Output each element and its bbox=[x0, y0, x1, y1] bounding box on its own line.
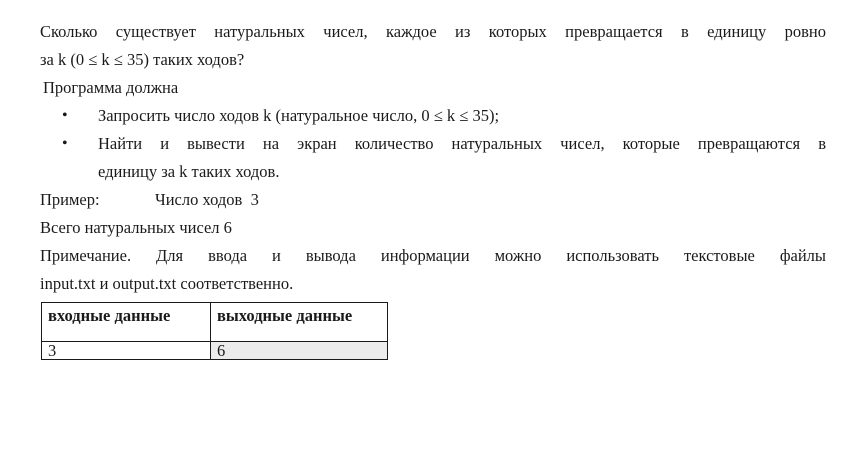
note-line-1: Примечание. Для ввода и вывода информации можно использовать текстовые файлы bbox=[40, 246, 826, 265]
table-header-output: выходные данные bbox=[211, 303, 388, 342]
bullet-icon: • bbox=[62, 107, 68, 124]
example-row bbox=[40, 186, 826, 214]
list-item-text: Запросить число ходов k (натуральное число, 0 ≤ k ≤ 35); bbox=[98, 106, 500, 125]
table-cell-output: 6 bbox=[211, 342, 388, 360]
example-moves: Число ходов 3 bbox=[155, 190, 259, 209]
example-label: Пример: bbox=[40, 190, 100, 209]
note-line-2: input.txt и output.txt соответственно. bbox=[40, 274, 294, 293]
io-table bbox=[41, 302, 388, 360]
document-page bbox=[40, 18, 826, 360]
task-text-line-1: Сколько существует натуральных чисел, каждое из которых превращается в единицу ровно bbox=[40, 22, 826, 41]
requirements-list bbox=[40, 102, 826, 186]
program-heading: Программа должна bbox=[43, 78, 179, 97]
list-item-text: Найти и вывести на экран количество натуральных чисел, которые превращаются в bbox=[98, 134, 826, 153]
task-text-line-2: за k (0 ≤ k ≤ 35) таких ходов? bbox=[40, 50, 245, 69]
table-cell-input: 3 bbox=[42, 342, 211, 360]
list-item bbox=[40, 130, 826, 186]
table-row bbox=[42, 342, 388, 360]
example-result: Всего натуральных чисел 6 bbox=[40, 218, 232, 237]
list-item bbox=[40, 102, 826, 130]
table-header-row bbox=[42, 303, 388, 342]
list-item-text-continuation: единицу за k таких ходов. bbox=[98, 162, 280, 181]
table-header-input: входные данные bbox=[42, 303, 211, 342]
bullet-icon: • bbox=[62, 135, 68, 152]
